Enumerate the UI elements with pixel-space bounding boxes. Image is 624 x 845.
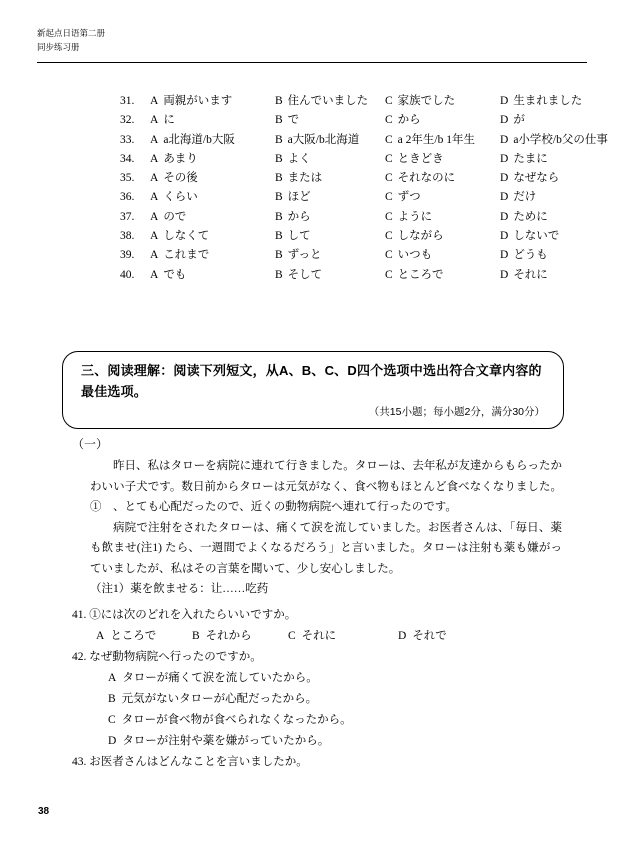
- mc-option-c-text: a 2年生/b 1年生: [397, 133, 475, 146]
- mc-row: [120, 246, 590, 265]
- mc-letter-a: A: [150, 268, 159, 281]
- mc-option-c[interactable]: [385, 169, 500, 188]
- question-41-option-b-letter: B: [192, 630, 200, 642]
- mc-row: [120, 188, 590, 207]
- mc-letter-a: A: [150, 152, 159, 165]
- mc-letter-c: C: [385, 249, 393, 262]
- mc-option-a[interactable]: [150, 188, 275, 207]
- mc-letter-d: D: [500, 191, 509, 204]
- question-42-option-c[interactable]: [108, 710, 572, 731]
- mc-option-d-text: ために: [513, 210, 548, 223]
- question-42-options: [72, 668, 572, 752]
- mc-option-a[interactable]: [150, 131, 275, 150]
- mc-row: [120, 111, 590, 130]
- mc-option-a[interactable]: [150, 169, 275, 188]
- mc-option-c[interactable]: [385, 188, 500, 207]
- question-43-number: 43.: [72, 756, 87, 768]
- mc-option-c[interactable]: [385, 131, 500, 150]
- question-41-option-d-letter: D: [398, 630, 407, 642]
- mc-letter-c: C: [385, 172, 393, 185]
- mc-option-a[interactable]: [150, 208, 275, 227]
- mc-letter-a: A: [150, 95, 159, 107]
- mc-letter-d: D: [500, 152, 509, 165]
- mc-option-b-text: a大阪/b北海道: [287, 133, 360, 146]
- mc-option-c-text: ように: [397, 210, 433, 223]
- mc-option-b[interactable]: [275, 150, 385, 169]
- mc-option-d-text: それに: [513, 268, 548, 281]
- section-heading-box: [62, 351, 564, 429]
- mc-number: 39.: [120, 249, 135, 262]
- mc-letter-d: D: [500, 268, 509, 281]
- mc-option-a[interactable]: [150, 92, 275, 111]
- mc-option-a[interactable]: [150, 150, 275, 169]
- mc-letter-c: C: [385, 114, 393, 127]
- mc-row: [120, 208, 590, 227]
- mc-option-d[interactable]: [500, 131, 610, 150]
- mc-number: 35.: [120, 172, 135, 185]
- mc-option-d[interactable]: [500, 266, 610, 285]
- mc-letter-c: C: [385, 230, 393, 243]
- mc-row: [120, 169, 590, 188]
- page-number: 38: [38, 806, 50, 817]
- mc-number: 36.: [120, 191, 135, 204]
- question-41-option-c-text: それに: [301, 630, 337, 642]
- mc-letter-a: A: [150, 210, 159, 223]
- mc-letter-c: C: [385, 152, 393, 165]
- mc-letter-a: A: [150, 172, 159, 185]
- mc-number: 33.: [120, 133, 135, 146]
- mc-row: [120, 131, 608, 150]
- mc-option-d[interactable]: [500, 227, 610, 246]
- mc-option-b[interactable]: [275, 169, 385, 188]
- mc-letter-d: D: [500, 114, 509, 127]
- question-42-option-a-text: タローが痛くて涙を流していたから。: [122, 672, 318, 684]
- mc-option-a-text: でも: [163, 268, 187, 281]
- question-42-option-b[interactable]: [108, 689, 572, 710]
- mc-option-b-text: から: [287, 210, 311, 223]
- question-41-option-b-text: それから: [205, 630, 252, 642]
- header-line-2: 同步练习册: [37, 42, 80, 52]
- question-42-option-d-letter: D: [108, 735, 117, 747]
- mc-option-d-text: 生まれました: [513, 95, 583, 107]
- question-42-option-c-text: タローが食べ物が食べられなくなったから。: [121, 714, 352, 726]
- mc-letter-b: B: [275, 152, 283, 165]
- mc-option-a-text: くらい: [163, 191, 198, 204]
- question-43-stem: [72, 752, 572, 773]
- section-score-note: （共15小题；每小题2分，满分30分）: [368, 406, 545, 418]
- question-41-option-a-text: ところで: [110, 630, 157, 642]
- mc-option-a-text: に: [163, 114, 175, 127]
- mc-option-d[interactable]: [500, 150, 610, 169]
- mc-option-b[interactable]: [275, 266, 385, 285]
- mc-option-c[interactable]: [385, 208, 500, 227]
- mc-letter-b: B: [275, 191, 283, 204]
- mc-letter-b: B: [275, 95, 283, 107]
- header-divider: [37, 62, 587, 63]
- mc-letter-c: C: [385, 95, 393, 107]
- mc-option-c-text: いつも: [397, 249, 433, 262]
- mc-letter-a: A: [150, 133, 159, 146]
- mc-option-c-text: 家族でした: [397, 95, 456, 107]
- multiple-choice-list: [120, 92, 608, 285]
- mc-option-a[interactable]: [150, 111, 275, 130]
- mc-option-b-text: ほど: [287, 191, 311, 204]
- question-41-option-b[interactable]: [192, 626, 288, 647]
- mc-row: [120, 227, 590, 246]
- mc-option-b-text: よく: [287, 152, 311, 165]
- mc-letter-b: B: [275, 249, 283, 262]
- mc-number: 38.: [120, 230, 135, 243]
- mc-option-b-text: ずっと: [287, 249, 322, 262]
- mc-option-a[interactable]: [150, 227, 275, 246]
- question-42-number: 42.: [72, 651, 87, 663]
- mc-option-b[interactable]: [275, 208, 385, 227]
- passage-label: （一）: [72, 437, 109, 451]
- mc-letter-c: C: [385, 268, 393, 281]
- mc-option-a-text: これまで: [163, 249, 210, 262]
- mc-option-b-text: そして: [287, 268, 323, 281]
- mc-option-b[interactable]: [275, 227, 385, 246]
- section-title: 三、阅读理解：阅读下列短文，从A、B、C、D四个选项中选出符合文章内容的最佳选项。: [81, 363, 542, 399]
- mc-letter-c: C: [385, 210, 393, 223]
- mc-option-d-text: a小学校/b父の仕事: [513, 133, 608, 146]
- question-42-option-d[interactable]: [108, 731, 572, 752]
- mc-letter-a: A: [150, 249, 159, 262]
- mc-option-d-text: なぜなら: [513, 172, 560, 185]
- question-41-text: ①には次のどれを入れたらいいですか。: [89, 609, 297, 621]
- mc-letter-d: D: [500, 249, 509, 262]
- mc-option-a-text: a北海道/b大阪: [163, 133, 235, 146]
- mc-option-c-text: ずつ: [397, 191, 421, 204]
- question-42-option-a[interactable]: [108, 668, 572, 689]
- mc-option-d[interactable]: [500, 188, 610, 207]
- mc-option-b[interactable]: [275, 131, 385, 150]
- mc-option-b-text: 住んでいました: [287, 95, 369, 107]
- mc-option-a-text: あまり: [163, 152, 198, 165]
- mc-letter-b: B: [275, 230, 283, 243]
- mc-letter-d: D: [500, 230, 509, 243]
- mc-number: 37.: [120, 210, 135, 223]
- mc-option-c-text: それなのに: [397, 172, 456, 185]
- mc-number: 32.: [120, 114, 135, 127]
- mc-option-c[interactable]: [385, 227, 500, 246]
- question-41: [72, 605, 572, 647]
- mc-option-d-text: どうも: [513, 249, 548, 262]
- page-header: [37, 26, 105, 54]
- mc-option-b-text: で: [287, 114, 300, 127]
- question-43-text: お医者さんはどんなことを言いましたか。: [89, 756, 308, 768]
- mc-option-b-text: して: [287, 230, 311, 243]
- mc-option-d-text: だけ: [513, 191, 537, 204]
- question-42-option-d-text: タローが注射や薬を嫌がっていたから。: [122, 735, 330, 747]
- passage-paragraph-1: 昨日、私はタローを病院に連れて行きました。タローは、去年私が友達からもらったかわいい子犬です。数日前からタローは元気がなく、食べ物もほとんど食べなくなりました。① 、とても心配だったので、近くの動物病院へ連れて行ったのです。: [90, 460, 562, 513]
- mc-option-d-text: しないで: [513, 230, 560, 243]
- question-42-option-b-text: 元気がないタローが心配だったから。: [121, 693, 318, 705]
- mc-option-c-text: ところで: [397, 268, 444, 281]
- mc-option-d-text: たまに: [513, 152, 548, 165]
- mc-letter-d: D: [500, 133, 509, 146]
- mc-option-a-text: しなくて: [163, 230, 210, 243]
- mc-option-c[interactable]: [385, 150, 500, 169]
- mc-letter-d: D: [500, 172, 509, 185]
- mc-letter-d: D: [500, 95, 509, 107]
- header-line-1: 新起点日语第二册: [37, 28, 106, 38]
- mc-number: 34.: [120, 152, 135, 165]
- question-41-options: [72, 626, 572, 647]
- question-41-stem: [72, 605, 572, 626]
- question-42: [72, 647, 572, 752]
- mc-option-d[interactable]: [500, 246, 610, 265]
- mc-letter-a: A: [150, 230, 159, 243]
- mc-letter-d: D: [500, 210, 509, 223]
- mc-row: [120, 150, 590, 169]
- mc-option-b[interactable]: [275, 111, 385, 130]
- reading-passage: [90, 456, 562, 600]
- mc-row: [120, 266, 590, 285]
- mc-option-d[interactable]: [500, 169, 610, 188]
- mc-option-d[interactable]: [500, 111, 610, 130]
- mc-number: 31.: [120, 95, 135, 107]
- question-41-option-a-letter: A: [96, 630, 105, 642]
- mc-letter-c: C: [385, 133, 393, 146]
- question-42-option-c-letter: C: [108, 714, 116, 726]
- mc-option-a[interactable]: [150, 246, 275, 265]
- question-42-option-a-letter: A: [108, 672, 117, 684]
- question-list: [72, 605, 572, 773]
- mc-option-b[interactable]: [275, 92, 385, 111]
- mc-letter-b: B: [275, 268, 283, 281]
- question-41-option-d-text: それで: [412, 630, 447, 642]
- mc-number: 40.: [120, 268, 135, 281]
- question-41-option-a[interactable]: [96, 626, 192, 647]
- question-42-text: なぜ動物病院へ行ったのですか。: [89, 651, 262, 663]
- question-42-option-b-letter: B: [108, 693, 116, 705]
- mc-letter-b: B: [275, 210, 283, 223]
- mc-letter-a: A: [150, 191, 159, 204]
- question-41-option-c[interactable]: [288, 626, 398, 647]
- mc-option-c[interactable]: [385, 246, 500, 265]
- mc-letter-b: B: [275, 172, 283, 185]
- mc-option-c[interactable]: [385, 92, 500, 111]
- question-41-number: 41.: [72, 609, 87, 621]
- question-42-stem: [72, 647, 572, 668]
- mc-option-a[interactable]: [150, 266, 275, 285]
- mc-letter-a: A: [150, 114, 159, 127]
- question-41-option-d[interactable]: [398, 626, 488, 647]
- mc-option-d[interactable]: [500, 92, 610, 111]
- mc-option-c-text: ときどき: [397, 152, 444, 165]
- mc-option-d[interactable]: [500, 208, 610, 227]
- mc-option-c-text: しながら: [397, 230, 444, 243]
- question-41-option-c-letter: C: [288, 630, 296, 642]
- mc-option-a-text: その後: [163, 172, 198, 185]
- mc-option-b[interactable]: [275, 246, 385, 265]
- mc-letter-b: B: [275, 114, 283, 127]
- mc-letter-c: C: [385, 191, 393, 204]
- passage-paragraph-2: 病院で注射をされたタローは、痛くて涙を流していました。お医者さんは、「毎日、薬も飲ませ(注1) たら、一週間でよくなるだろう」と言いました。タローは注射も薬も嫌がっていましたが、私はその言葉を聞いて、少し安心しました。: [90, 521, 562, 575]
- mc-option-a-text: ので: [163, 210, 187, 223]
- mc-option-b[interactable]: [275, 188, 385, 207]
- mc-option-c[interactable]: [385, 111, 500, 130]
- mc-option-a-text: 両親がいます: [163, 95, 233, 107]
- mc-option-c-text: から: [397, 114, 421, 127]
- mc-option-d-text: が: [513, 114, 525, 127]
- mc-option-b-text: または: [287, 172, 323, 185]
- mc-letter-b: B: [275, 133, 283, 146]
- passage-footnote: （注1）薬を飲ませる：让……吃药: [90, 583, 269, 595]
- question-43: [72, 752, 572, 773]
- mc-row: [120, 92, 590, 111]
- mc-option-c[interactable]: [385, 266, 500, 285]
